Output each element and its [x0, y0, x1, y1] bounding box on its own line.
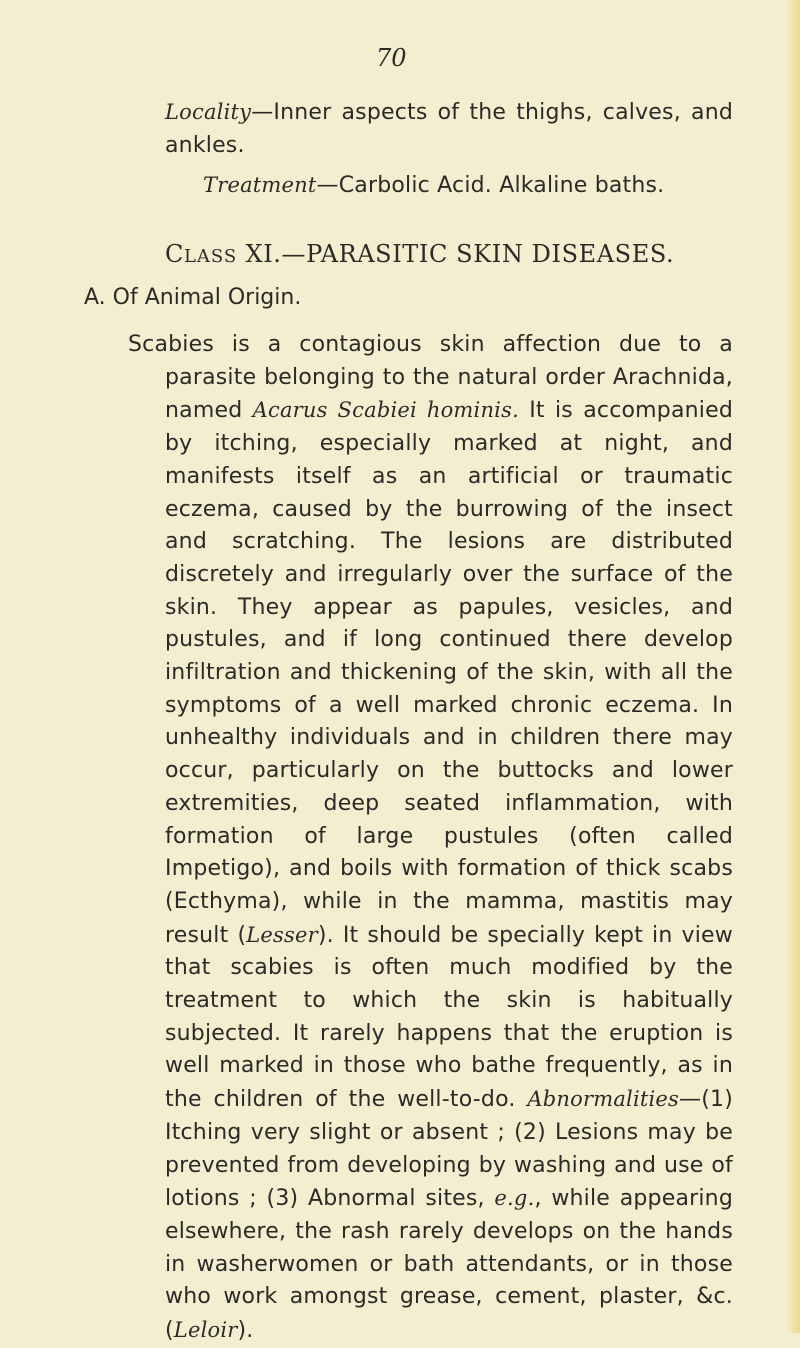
- abnormalities-label: Abnormalities: [527, 1087, 680, 1112]
- eg-abbreviation: e.g.: [494, 1186, 535, 1211]
- body-text-2: It is accompanied by itching, especially marked at night, and manifests itself as an artificial or traumatic eczema, caused by the burrowing of the insect and scratching. The lesions are distributed discretely and irregularly over the surface of the skin. They appear as papules, vesicles, and pustules, and if long continued there develop infiltration and thickening of the skin, with all the symptoms of a well marked chronic eczema. In unhealthy individuals and in children there may occur, particularly on the buttocks and lower extremities, deep seated inflammation, with formation of large pustules (often called Impetigo), and boils with formation of thick scabs (Ecthyma), while in the mamma, mastitis may result (: [165, 398, 733, 948]
- class-heading: [165, 240, 674, 268]
- body-text-3: ). It should be specially kept in view that scabies is often much modified by the treatment to which the skin is habitually subjected. It rarely happens that the eruption is well marked in those who bathe frequently, as in the children of the well-to-do.: [165, 922, 733, 1113]
- treatment-text: —Carbolic Acid. Alkaline baths.: [316, 173, 665, 198]
- author-citation-leloir: Leloir: [173, 1318, 238, 1343]
- body-text-4: —(1) Itching very slight or absent ; (2) Lesions may be prevented from developing by washing and use of lotions ; (3) Abnormal sites,: [165, 1087, 733, 1212]
- treatment-label: Treatment: [203, 173, 317, 197]
- locality-label: Locality: [165, 100, 252, 124]
- treatment-paragraph: [203, 169, 733, 203]
- locality-text: —Inner aspects of the thighs, calves, and ankles.: [165, 100, 733, 158]
- scabies-paragraph: [128, 329, 733, 1348]
- class-heading-title: XI.—PARASITIC SKIN DISEASES.: [237, 240, 675, 268]
- species-name: Acarus Scabiei hominis.: [252, 398, 519, 423]
- body-text-6: ).: [237, 1318, 254, 1344]
- page-number: 70: [376, 44, 407, 72]
- class-heading-small-caps: LASS: [183, 246, 238, 267]
- body-text-1: Scabies is a contagious skin affection due to a parasite belonging to the natural order Arachnida, named: [128, 332, 733, 424]
- body-text-5: , while appearing elsewhere, the rash rarely develops on the hands in washerwomen or bath attendants, or in those who work amongst grease, cement, plaster, &c. (: [165, 1186, 733, 1344]
- locality-paragraph: [165, 96, 733, 162]
- class-heading-initial: C: [165, 240, 184, 268]
- section-a-heading: A. Of Animal Origin.: [84, 285, 302, 310]
- author-citation-lesser: Lesser: [246, 922, 318, 947]
